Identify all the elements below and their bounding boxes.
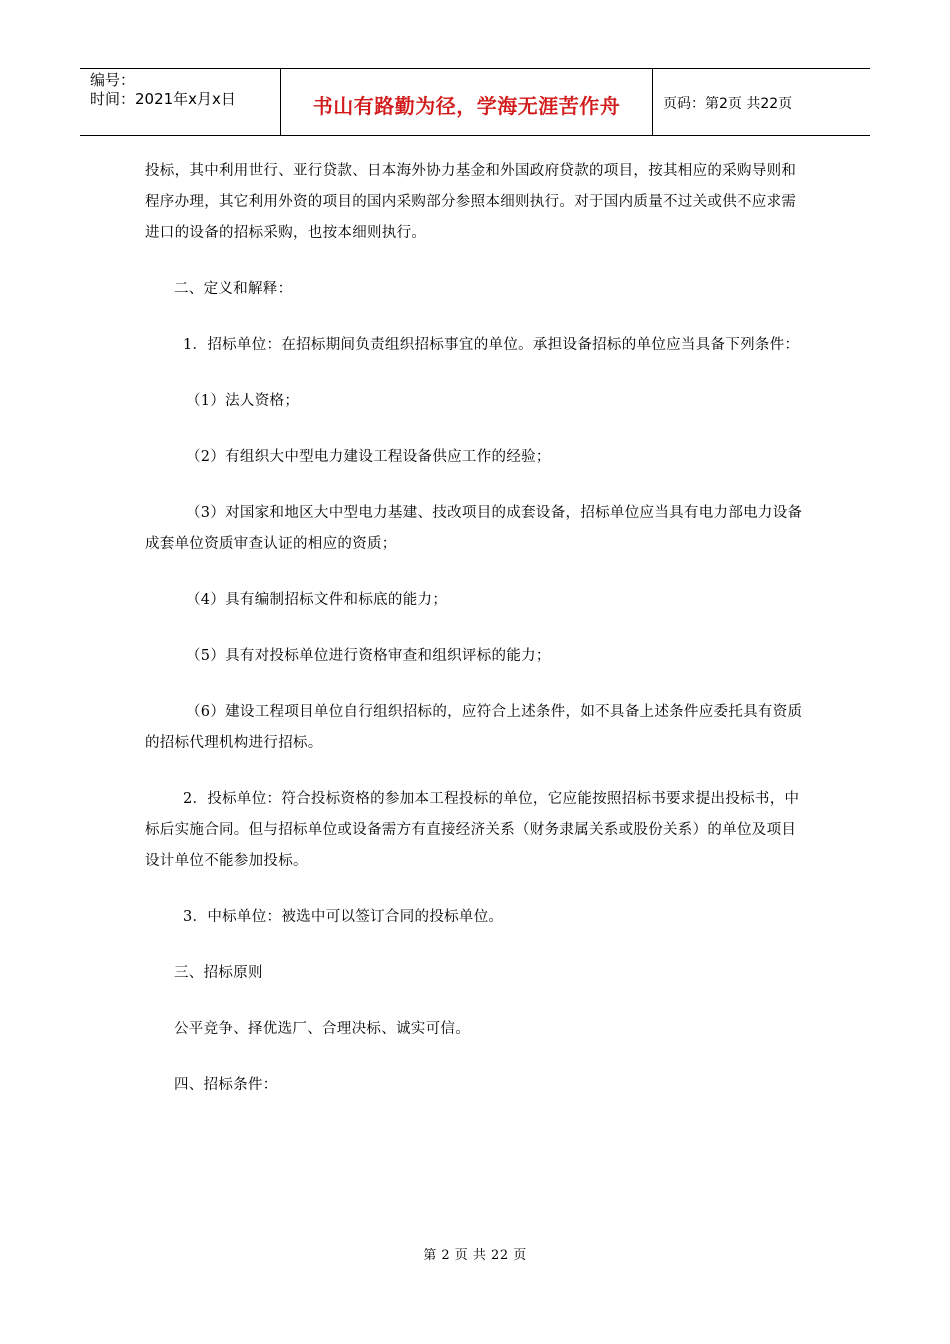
condition-item-3: （3）对国家和地区大中型电力基建、技改项目的成套设备，招标单位应当具有电力部电力设备成套单位资质审查认证的相应的资质；	[145, 505, 803, 552]
header-meta	[80, 69, 281, 135]
definition-tenderer: 1．招标单位：在招标期间负责组织招标事宜的单位。承担设备招标的单位应当具备下列条件：	[183, 337, 800, 353]
condition-item-4: （4）具有编制招标文件和标底的能力；	[186, 592, 448, 608]
principles-text: 公平竞争、择优选厂、合理决标、诚实可信。	[174, 1021, 470, 1037]
condition-item-1: （1）法人资格；	[186, 393, 300, 409]
section-heading-conditions: 四、招标条件：	[174, 1077, 278, 1093]
condition-item-6: （6）建设工程项目单位自行组织招标的，应符合上述条件，如不具备上述条件应委托具有资质的招标代理机构进行招标。	[145, 704, 803, 751]
serial-number-label: 编号：	[90, 71, 136, 89]
condition-item-2: （2）有组织大中型电力建设工程设备供应工作的经验；	[186, 449, 551, 465]
document-body	[145, 156, 810, 1101]
definition-bidder: 2．投标单位：符合投标资格的参加本工程投标的单位，它应能按照招标书要求提出投标书，中标后实施合同。但与招标单位或设备需方有直接经济关系（财务隶属关系或股份关系）的单位及项目设计单位不能参加投标。	[145, 791, 800, 869]
paragraph-scope: 投标，其中利用世行、亚行贷款、日本海外协力基金和外国政府贷款的项目，按其相应的采购导则和程序办理，其它利用外资的项目的国内采购部分参照本细则执行。对于国内质量不过关或供不应求需进口的设备的招标采购，也按本细则执行。	[145, 163, 797, 241]
header-motto-cell	[281, 69, 653, 135]
date-line: 时间：2021年x月x日	[90, 90, 236, 108]
document-header	[80, 68, 870, 136]
header-page-info: 页码：第2页 共22页	[663, 96, 793, 112]
page-footer: 第 2 页 共 22 页	[423, 1248, 527, 1263]
section-heading-definitions: 二、定义和解释：	[174, 281, 293, 297]
condition-item-5: （5）具有对投标单位进行资格审查和组织评标的能力；	[186, 648, 551, 664]
motto-text: 书山有路勤为径，学海无涯苦作舟	[312, 93, 621, 118]
section-heading-principles: 三、招标原则	[174, 965, 263, 981]
definition-winning-bidder: 3．中标单位：被选中可以签订合同的投标单位。	[183, 909, 504, 925]
